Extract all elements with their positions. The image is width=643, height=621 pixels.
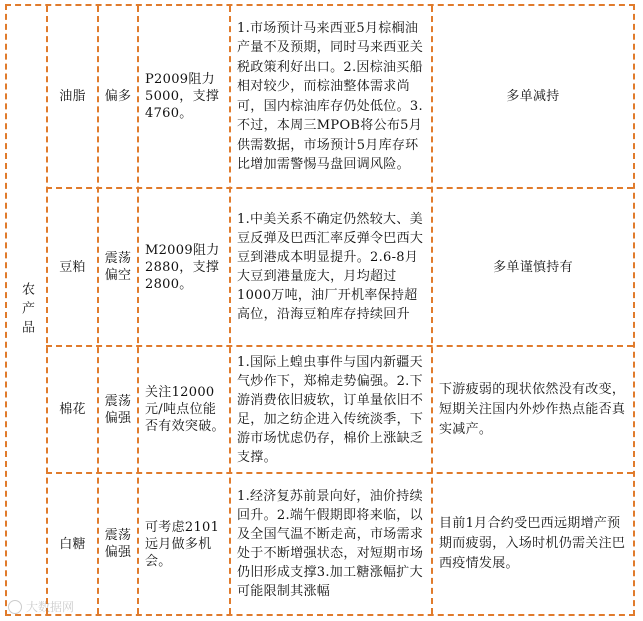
strategy-text: 下游疲弱的现状依然没有改变，短期关注国内外炒作热点能否真实减产。 bbox=[439, 381, 626, 437]
strategy-cell bbox=[433, 474, 633, 614]
strategy-cell bbox=[433, 347, 633, 472]
category-label: 农产品 bbox=[19, 281, 34, 339]
strategy-text: 多单谨慎持有 bbox=[493, 259, 573, 275]
strategy-cell bbox=[433, 189, 633, 345]
product-cell bbox=[48, 474, 97, 614]
levels-cell bbox=[139, 6, 229, 187]
category-cell bbox=[7, 6, 46, 614]
product-name: 棉花 bbox=[59, 402, 86, 417]
analysis-cell bbox=[231, 347, 431, 472]
analysis-cell bbox=[231, 474, 431, 614]
analysis-text: 1.中美关系不确定仍然较大、美豆反弹及巴西汇率反弹令巴西大豆到港成本明显提升。2.6-8月大豆到港量庞大，月均超过1000万吨，油厂开机率保持超高位，沿海豆粕库存持续回升 bbox=[237, 212, 424, 322]
bias-label: 震荡偏强 bbox=[104, 393, 132, 426]
product-name: 油脂 bbox=[59, 89, 86, 104]
levels-text: 关注12000元/吨点位能否有效突破。 bbox=[145, 385, 225, 434]
product-name: 豆粕 bbox=[59, 259, 86, 275]
levels-text: M2009阻力2880，支撑2800。 bbox=[145, 242, 220, 292]
bias-label: 震荡偏强 bbox=[104, 528, 132, 560]
analysis-cell bbox=[231, 6, 431, 187]
watermark-text: 大数据网 bbox=[26, 600, 75, 614]
product-cell bbox=[48, 189, 97, 345]
bias-label: 偏多 bbox=[104, 89, 132, 104]
levels-text: P2009阻力5000，支撑4760。 bbox=[145, 72, 220, 121]
product-cell bbox=[48, 347, 97, 472]
levels-cell bbox=[139, 474, 229, 614]
levels-cell bbox=[139, 189, 229, 345]
levels-text: 可考虑2101远月做多机会。 bbox=[145, 519, 220, 569]
analysis-cell bbox=[231, 189, 431, 345]
bias-cell bbox=[99, 6, 137, 187]
strategy-text: 多单减持 bbox=[506, 89, 560, 104]
product-cell bbox=[48, 6, 97, 187]
analysis-text: 1.经济复苏前景向好，油价持续回升。2.端午假期即将来临，以及全国气温不断走高，市场需求处于不断增强状态，对短期市场仍旧形成支撑3.加工糖涨幅扩大可能限制其涨幅 bbox=[237, 489, 424, 599]
analysis-text: 1.市场预计马来西亚5月棕榈油产量不及预期，同时马来西亚关税政策利好出口。2.因棕油买船相对较少，而棕油整体需求尚可，国内棕油库存仍处低位。3.不过，本周三MPOB将公布5月供需数据，市场预计5月库存环比增加需警惕马盘回调风险。 bbox=[237, 20, 424, 172]
levels-cell bbox=[139, 347, 229, 472]
product-name: 白糖 bbox=[59, 536, 86, 552]
bias-cell bbox=[99, 474, 137, 614]
strategy-cell bbox=[433, 6, 633, 187]
watermark bbox=[8, 598, 74, 615]
bias-cell bbox=[99, 347, 137, 472]
bias-label: 震荡偏空 bbox=[104, 251, 132, 283]
bias-cell bbox=[99, 189, 137, 345]
watermark-logo-icon bbox=[8, 600, 22, 614]
futures-strategy-table bbox=[5, 4, 635, 616]
analysis-text: 1.国际上蝗虫事件与国内新疆天气炒作下，郑棉走势偏强。2.下游消费依旧疲软，订单量依旧不足，加之纺企进入传统淡季，下游市场忧虑仍存，棉价上涨缺乏支撑。 bbox=[237, 354, 424, 465]
strategy-text: 目前1月合约受巴西远期增产预期而疲弱，入场时机仍需关注巴西疫情发展。 bbox=[439, 516, 626, 571]
